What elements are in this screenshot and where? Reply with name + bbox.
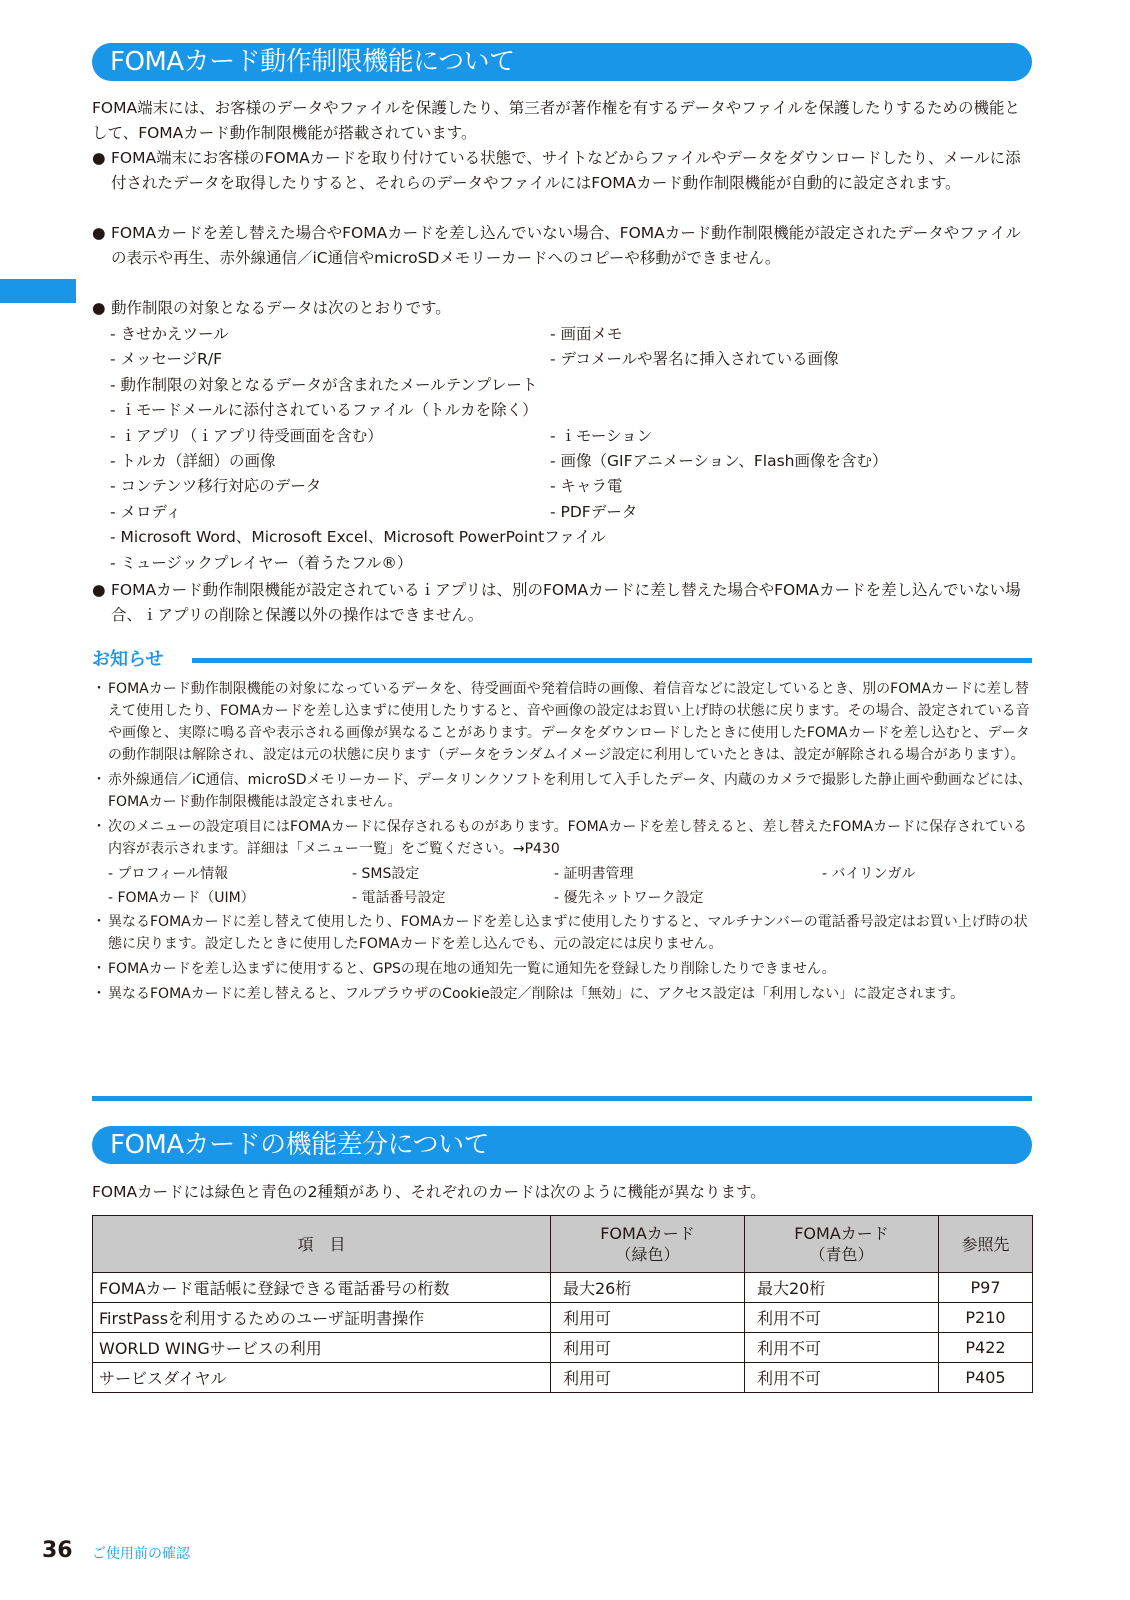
cell-green: 利用可	[551, 1303, 745, 1333]
header-line: （青色）	[809, 1245, 874, 1264]
column-header-green	[551, 1216, 745, 1273]
table-row	[93, 1303, 1033, 1333]
cell-blue: 最大20桁	[745, 1273, 939, 1303]
menu-item: - 優先ネットワーク設定	[554, 890, 704, 906]
menu-items-row	[92, 863, 1034, 887]
table-header-row	[93, 1216, 1033, 1273]
header-line: FOMAカード	[600, 1224, 695, 1243]
list-item	[110, 500, 1010, 525]
bullet-icon: ●	[92, 299, 106, 317]
item-text: - キャラ電	[550, 477, 623, 496]
bullet-text: FOMAカードを差し替えた場合やFOMAカードを差し込んでいない場合、FOMAカード動作制限機能が設定されたデータやファイルの表示や再生、赤外線通信／iC通信やmicroSDメモリーカードへのコピーや移動ができません。	[111, 224, 1021, 267]
notice-text: 次のメニューの設定項目にはFOMAカードに保存されるものがあります。FOMAカードを差し替えると、差し替えたFOMAカードに保存されている内容が表示されます。詳細は「メニュー一覧」をご覧ください。→P430	[108, 819, 1028, 857]
cell-green: 利用可	[551, 1333, 745, 1363]
dot-icon: ・	[92, 914, 106, 930]
bullet-item	[92, 221, 1034, 271]
restricted-items-list	[110, 322, 1010, 576]
table-row	[93, 1273, 1033, 1303]
cell-green: 最大26桁	[551, 1273, 745, 1303]
notice-item	[92, 911, 1034, 955]
bullet-text: FOMAカード動作制限機能が設定されているｉアプリは、別のFOMAカードに差し替えた場合やFOMAカードを差し込んでいない場合、ｉアプリの削除と保護以外の操作はできません。	[111, 581, 1021, 624]
notice-item	[92, 816, 1034, 860]
cell-ref: P97	[939, 1273, 1033, 1303]
list-item	[110, 424, 1010, 449]
cell-item: FirstPassを利用するためのユーザ証明書操作	[93, 1303, 551, 1333]
bullet-item	[92, 296, 1034, 321]
menu-item: - FOMAカード（UIM）	[108, 890, 255, 906]
notice-item	[92, 958, 1034, 980]
card-diff-intro: FOMAカードには緑色と青色の2種類があり、それぞれのカードは次のように機能が異なります。	[92, 1183, 766, 1201]
list-item	[110, 474, 1010, 499]
item-text: - デコメールや署名に挿入されている画像	[550, 350, 839, 369]
cell-blue: 利用不可	[745, 1333, 939, 1363]
list-item	[110, 449, 1010, 474]
table-row	[93, 1363, 1033, 1393]
notice-rule	[192, 658, 1032, 663]
cell-item: サービスダイヤル	[93, 1363, 551, 1393]
item-text: - ｉモードメールに添付されているファイル（トルカを除く）	[110, 401, 538, 420]
dot-icon: ・	[92, 772, 106, 788]
intro-paragraph: FOMA端末には、お客様のデータやファイルを保護したり、第三者が著作権を有するデータやファイルを保護したりするための機能として、FOMAカード動作制限機能が搭載されています。	[92, 99, 1020, 142]
notice-text: 赤外線通信／iC通信、microSDメモリーカード、データリンクソフトを利用して入手したデータ、内蔵のカメラで撮影した静止画や動画などには、FOMAカード動作制限機能は設定されません。	[108, 772, 1032, 810]
bullet-icon: ●	[92, 224, 106, 242]
menu-item: - 電話番号設定	[352, 890, 446, 906]
item-text: - ｉモーション	[550, 426, 653, 445]
section-heading-card-diff: FOMAカードの機能差分について	[92, 1126, 1032, 1164]
list-item	[110, 525, 1010, 550]
item-text: - トルカ（詳細）の画像	[110, 451, 276, 470]
cell-ref: P422	[939, 1333, 1033, 1363]
column-header-item: 項 目	[93, 1216, 551, 1273]
bullet-text: 動作制限の対象となるデータは次のとおりです。	[111, 299, 451, 317]
bullet-icon: ●	[92, 581, 106, 599]
notice-item	[92, 678, 1034, 766]
list-item	[110, 322, 1010, 347]
chapter-footer-label: ご使用前の確認	[92, 1546, 190, 1562]
item-text: - ｉアプリ（ｉアプリ待受画面を含む）	[110, 426, 383, 445]
cell-green: 利用可	[551, 1363, 745, 1393]
item-text: - きせかえツール	[110, 325, 229, 343]
card-comparison-table	[92, 1215, 1033, 1393]
column-header-ref: 参照先	[939, 1216, 1033, 1273]
list-item	[110, 398, 1010, 423]
table-row	[93, 1333, 1033, 1363]
dot-icon: ・	[92, 681, 106, 697]
cell-ref: P210	[939, 1303, 1033, 1333]
section-divider	[92, 1096, 1032, 1101]
column-header-blue	[745, 1216, 939, 1273]
notice-header	[92, 648, 1032, 672]
notice-text: 異なるFOMAカードに差し替えると、フルブラウザのCookie設定／削除は「無効」に、アクセス設定は「利用しない」に設定されます。	[108, 986, 965, 1002]
notice-text: 異なるFOMAカードに差し替えて使用したり、FOMAカードを差し込まずに使用したりすると、マルチナンバーの電話番号設定はお買い上げ時の状態に戻ります。設定したときに使用したFOMAカードを差し込んでも、元の設定には戻りません。	[108, 914, 1028, 952]
item-text: - メロディ	[110, 502, 182, 521]
item-text: - 画像（GIFアニメーション、Flash画像を含む）	[550, 451, 888, 470]
menu-item: - バイリンガル	[822, 866, 916, 882]
menu-item: - 証明書管理	[554, 866, 634, 882]
section-heading-foma-restriction: FOMAカード動作制限機能について	[92, 43, 1032, 81]
menu-item: - SMS設定	[352, 866, 420, 882]
notice-item	[92, 983, 1034, 1005]
bullet-item	[92, 578, 1034, 628]
item-text: - 画面メモ	[550, 325, 623, 343]
header-line: FOMAカード	[794, 1224, 889, 1243]
notice-text: FOMAカードを差し込まずに使用すると、GPSの現在地の通知先一覧に通知先を登録したり削除したりできません。	[108, 961, 836, 977]
dot-icon: ・	[92, 961, 106, 977]
bullet-icon: ●	[92, 149, 106, 167]
notice-item	[92, 769, 1034, 813]
item-text: - ミュージックプレイヤー（着うたフル®）	[110, 553, 413, 572]
page-number: 36	[42, 1538, 73, 1563]
menu-item: - プロフィール情報	[108, 866, 229, 882]
item-text: - PDFデータ	[550, 502, 638, 521]
dot-icon: ・	[92, 819, 106, 835]
list-item	[110, 347, 1010, 372]
item-text: - Microsoft Word、Microsoft Excel、Microsoft PowerPointファイル	[110, 528, 606, 547]
bullet-item	[92, 146, 1034, 196]
cell-ref: P405	[939, 1363, 1033, 1393]
cell-item: WORLD WINGサービスの利用	[93, 1333, 551, 1363]
item-text: - 動作制限の対象となるデータが含まれたメールテンプレート	[110, 375, 538, 394]
cell-blue: 利用不可	[745, 1303, 939, 1333]
dot-icon: ・	[92, 986, 106, 1002]
header-line: （緑色）	[615, 1245, 680, 1264]
cell-blue: 利用不可	[745, 1363, 939, 1393]
notice-text: FOMAカード動作制限機能の対象になっているデータを、待受画面や発着信時の画像、着信音などに設定しているとき、別のFOMAカードに差し替えて使用したり、FOMAカードを差し込まずに使用したりすると、音や画像の設定はお買い上げ時の状態に戻ります。その場合、設定されている音や画像と、実際に鳴る音や表示される画像が異なることがあります。データをダウンロードしたときに使用したFOMAカードを差し込むと、データの動作制限は解除され、設定は元の状態に戻ります（データをランダムイメージ設定に利用していたときは、設定が解除される場合があります）。	[108, 681, 1030, 763]
item-text: - コンテンツ移行対応のデータ	[110, 477, 322, 496]
menu-items-row	[92, 887, 1034, 911]
cell-item: FOMAカード電話帳に登録できる電話番号の桁数	[93, 1273, 551, 1303]
bullet-text: FOMA端末にお客様のFOMAカードを取り付けている状態で、サイトなどからファイルやデータをダウンロードしたり、メールに添付されたデータを取得したりすると、それらのデータやファイルにはFOMAカード動作制限機能が自動的に設定されます。	[111, 149, 1021, 192]
item-text: - メッセージR/F	[110, 350, 222, 369]
notice-title: お知らせ	[92, 649, 164, 670]
notice-list	[92, 678, 1034, 1008]
list-item	[110, 373, 1010, 398]
chapter-side-tab	[0, 279, 76, 303]
list-item	[110, 551, 1010, 576]
